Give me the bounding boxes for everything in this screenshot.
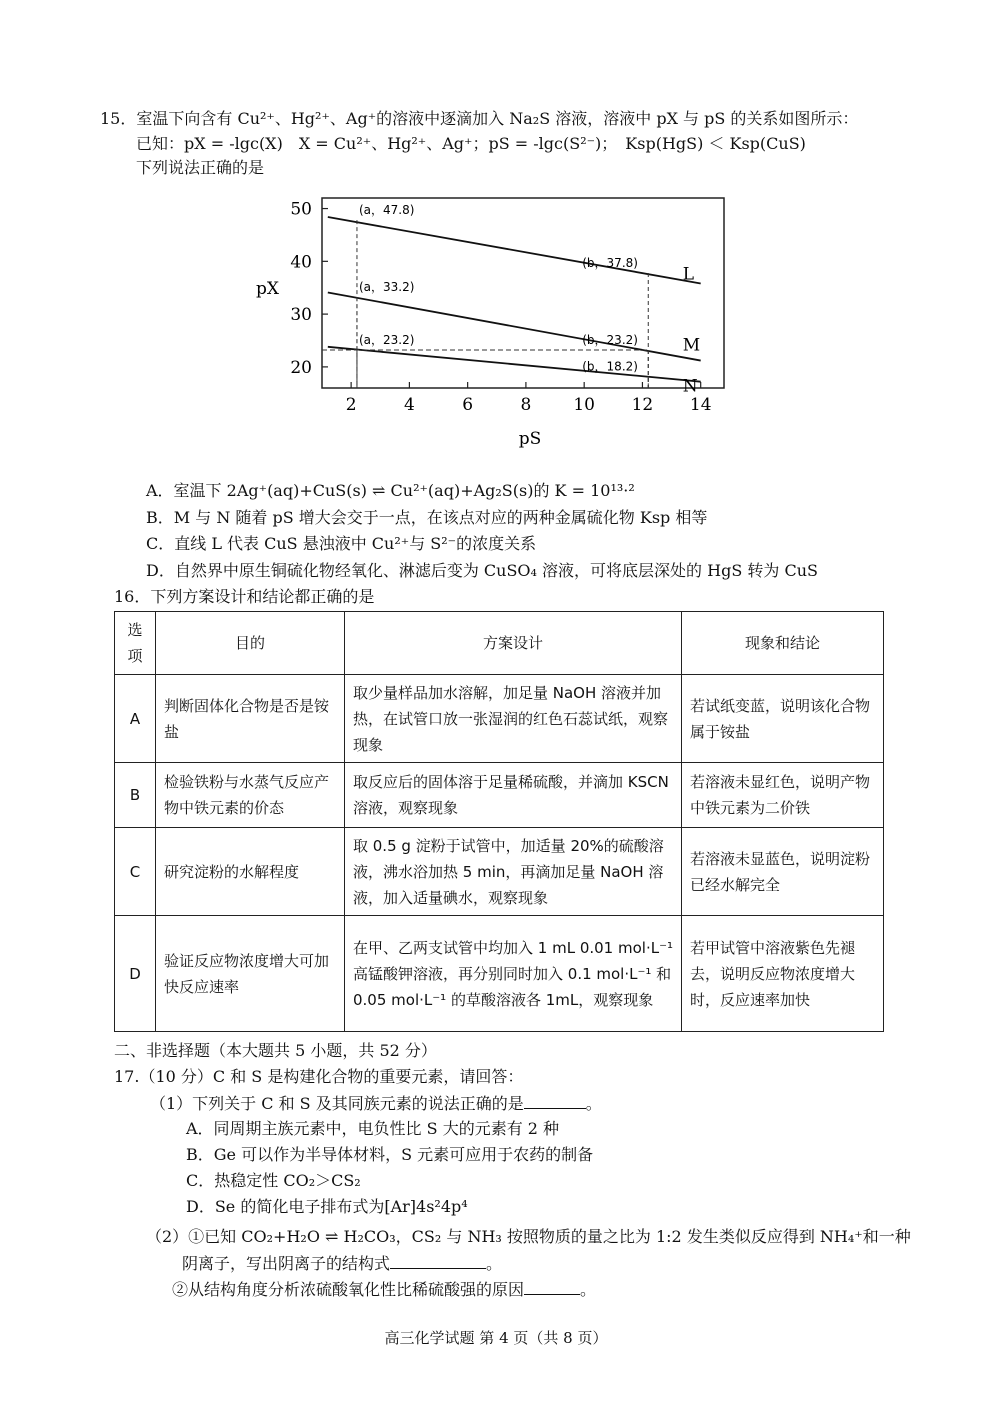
x-tick-label: 2 xyxy=(345,395,357,415)
x-tick-label: 14 xyxy=(689,395,712,415)
row-goal: 验证反应物浓度增大可加快反应速率 xyxy=(156,916,345,1032)
q17-part2-sub2-text: ②从结构角度分析浓硫酸氧化性比稀硫酸强的原因 xyxy=(172,1280,525,1299)
row-result: 若溶液未显蓝色，说明淀粉已经水解完全 xyxy=(682,828,884,916)
point-annotation: (b，37.8) xyxy=(582,255,638,270)
series-label-L: L xyxy=(682,264,694,285)
q15-option-b: B．M 与 N 随着 pS 增大会交于一点，在该点对应的两种金属硫化物 Ksp 相等 xyxy=(146,508,708,527)
q17-part2-end: 。 xyxy=(486,1254,503,1273)
y-tick-label: 20 xyxy=(290,357,312,378)
point-annotation: (a，47.8) xyxy=(358,203,415,218)
header-plan: 方案设计 xyxy=(345,612,682,675)
row-goal: 研究淀粉的水解程度 xyxy=(156,828,345,916)
q17-part1 xyxy=(150,1092,602,1115)
q15-option-c: C．直线 L 代表 CuS 悬浊液中 Cu²⁺与 S²⁻的浓度关系 xyxy=(146,534,537,553)
y-tick-label: 40 xyxy=(290,252,312,273)
q15-given: 已知：pX = -lgc(X) X = Cu²⁺、Hg²⁺、Ag⁺；pS = -lgc(S²⁻)； Ksp(HgS) ＜ Ksp(CuS) xyxy=(136,134,806,153)
q15-option-d: D．自然界中原生铜硫化物经氧化、淋滤后变为 CuSO₄ 溶液，可将底层深处的 HgS 转为 CuS xyxy=(146,561,818,580)
x-tick-label: 12 xyxy=(631,395,654,415)
row-result: 若甲试管中溶液紫色先褪去，说明反应物浓度增大时，反应速率加快 xyxy=(682,916,884,1032)
q17-part1-text: （1）下列关于 C 和 S 及其同族元素的说法正确的是 xyxy=(150,1094,524,1113)
point-annotation: (a，23.2) xyxy=(358,333,415,347)
point-annotation: (b，18.2) xyxy=(582,359,638,374)
x-tick-label: 10 xyxy=(573,395,595,415)
q17-part1-end: 。 xyxy=(585,1094,602,1113)
answer-blank xyxy=(524,1092,586,1109)
answer-blank xyxy=(524,1278,580,1295)
row-option: A xyxy=(115,675,156,763)
px-ps-chart xyxy=(240,190,760,460)
table-row xyxy=(115,763,884,828)
y-tick-label: 50 xyxy=(290,199,312,220)
q15-option-a: A．室温下 2Ag⁺(aq)+CuS(s) ⇌ Cu²⁺(aq)+Ag₂S(s)的 K = 10¹³·² xyxy=(146,481,635,500)
row-option: C xyxy=(115,828,156,916)
row-result: 若溶液未显红色，说明产物中铁元素为二价铁 xyxy=(682,763,884,828)
answer-blank xyxy=(390,1252,486,1269)
page-footer: 高三化学试题 第 4 页（共 8 页） xyxy=(384,1329,608,1347)
table-row xyxy=(115,675,884,763)
q16-stem: 16．下列方案设计和结论都正确的是 xyxy=(114,587,375,606)
q17-option-c: C．热稳定性 CO₂＞CS₂ xyxy=(186,1171,361,1190)
y-axis-label: pX xyxy=(256,279,279,299)
q17-part2-line1: （2）①已知 CO₂+H₂O ⇌ H₂CO₃，CS₂ 与 NH₃ 按照物质的量之比为 1:2 发生类似反应得到 NH₄⁺和一种 xyxy=(146,1227,911,1246)
table-header-row xyxy=(115,612,884,675)
series-label-M: M xyxy=(682,335,701,356)
q16-table xyxy=(114,611,884,1032)
series-line-N xyxy=(328,347,701,382)
x-tick-label: 4 xyxy=(403,395,415,415)
row-plan: 取反应后的固体溶于足量稀硫酸，并滴加 KSCN 溶液，观察现象 xyxy=(345,763,682,828)
y-tick-label: 30 xyxy=(290,305,312,326)
series-line-L xyxy=(328,217,701,284)
header-option: 选项 xyxy=(115,612,156,675)
series-label-N: N xyxy=(682,376,698,397)
row-option: D xyxy=(115,916,156,1032)
q17-part2-sub2-end: 。 xyxy=(580,1280,597,1299)
x-axis-label: pS xyxy=(518,429,542,449)
header-result: 现象和结论 xyxy=(682,612,884,675)
q17-option-d: D．Se 的简化电子排布式为[Ar]4s²4p⁴ xyxy=(186,1197,468,1216)
q17-option-a: A．同周期主族元素中，电负性比 S 大的元素有 2 种 xyxy=(186,1119,560,1138)
row-goal: 判断固体化合物是否是铵盐 xyxy=(156,675,345,763)
section-heading: 二、非选择题（本大题共 5 小题，共 52 分） xyxy=(114,1041,437,1060)
table-row xyxy=(115,828,884,916)
x-tick-label: 8 xyxy=(520,395,532,415)
table-row xyxy=(115,916,884,1032)
x-tick-label: 6 xyxy=(462,395,474,415)
row-option: B xyxy=(115,763,156,828)
row-goal: 检验铁粉与水蒸气反应产物中铁元素的价态 xyxy=(156,763,345,828)
row-plan: 在甲、乙两支试管中均加入 1 mL 0.01 mol·L⁻¹ 高锰酸钾溶液，再分别同时加入 0.1 mol·L⁻¹ 和 0.05 mol·L⁻¹ 的草酸溶液各 1mL，观察现象 xyxy=(345,916,682,1032)
row-plan: 取 0.5 g 淀粉于试管中，加适量 20%的硫酸溶液，沸水浴加热 5 min，再滴加足量 NaOH 溶液，加入适量碘水，观察现象 xyxy=(345,828,682,916)
q17-stem: 17.（10 分）C 和 S 是构建化合物的重要元素，请回答： xyxy=(114,1067,524,1086)
row-result: 若试纸变蓝，说明该化合物属于铵盐 xyxy=(682,675,884,763)
q17-option-b: B．Ge 可以作为半导体材料，S 元素可应用于农药的制备 xyxy=(186,1145,594,1164)
header-goal: 目的 xyxy=(156,612,345,675)
q15-stem: 15．室温下向含有 Cu²⁺、Hg²⁺、Ag⁺的溶液中逐滴加入 Na₂S 溶液，溶液中 pX 与 pS 的关系如图所示： xyxy=(100,109,859,128)
row-plan: 取少量样品加水溶解，加足量 NaOH 溶液并加热，在试管口放一张湿润的红色石蕊试纸，观察现象 xyxy=(345,675,682,763)
point-annotation: (b，23.2) xyxy=(582,333,638,347)
q17-part2-text: 阴离子，写出阴离子的结构式 xyxy=(182,1254,391,1273)
q17-part2-line2 xyxy=(182,1252,502,1275)
q17-part2-line3 xyxy=(172,1278,596,1301)
q15-prompt: 下列说法正确的是 xyxy=(136,158,265,177)
point-annotation: (a，33.2) xyxy=(358,280,415,295)
